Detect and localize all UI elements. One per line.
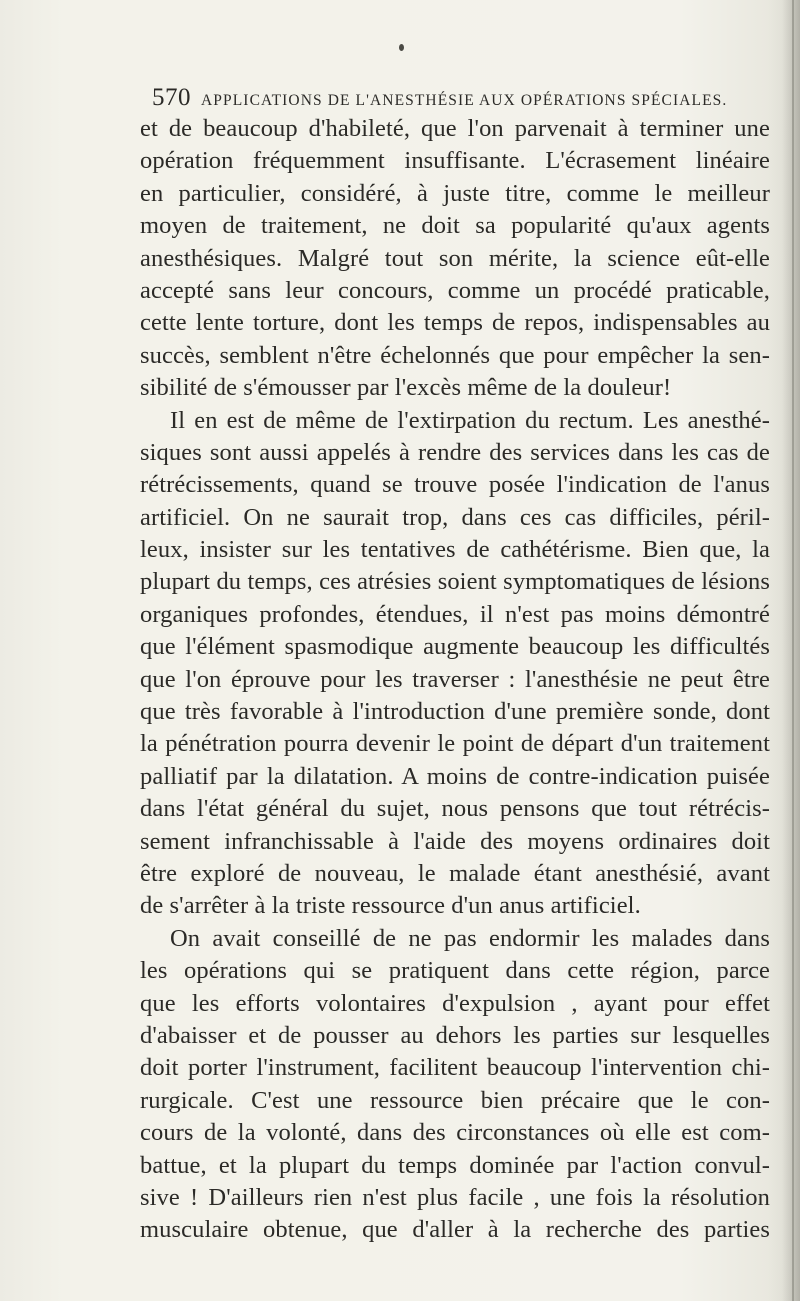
page-number: 570 (152, 84, 191, 111)
text-line: les opérations qui se pratiquent dans cette région, parce (140, 957, 770, 985)
text-line: leux, insister sur les tentatives de cathétérisme. Bien que, la (140, 536, 770, 564)
running-head-title: APPLICATIONS DE L'ANESTHÉSIE AUX OPÉRATIONS SPÉCIALES. (201, 92, 728, 109)
text-line: organiques profondes, étendues, il n'est pas moins démontré (140, 600, 770, 628)
text-line: la pénétration pourra devenir le point de départ d'un traitement (140, 730, 770, 758)
text-line: plupart du temps, ces atrésies soient symptomatiques de lésions (140, 568, 770, 596)
text-line: Il en est de même de l'extirpation du rectum. Les anesthé- (170, 406, 770, 434)
text-line: et de beaucoup d'habileté, que l'on parvenait à terminer une (140, 115, 770, 142)
text-line: sement infranchissable à l'aide des moyens ordinaires doit (140, 827, 770, 855)
running-head (152, 84, 772, 112)
text-line: cours de la volonté, dans des circonstances où elle est com- (140, 1119, 770, 1147)
text-line: On avait conseillé de ne pas endormir les malades dans (170, 924, 770, 952)
text-line: rurgicale. C'est une ressource bien précaire que le con- (140, 1086, 770, 1114)
ink-speck (399, 44, 404, 51)
text-line: que l'élément spasmodique augmente beaucoup les difficultés (140, 633, 770, 661)
text-line: siques sont aussi appelés à rendre des services dans les cas de (140, 438, 770, 466)
text-line: musculaire obtenue, que d'aller à la recherche des parties (140, 1216, 770, 1244)
text-line: accepté sans leur concours, comme un procédé praticable, (140, 276, 770, 304)
page-binding-edge (782, 0, 800, 1301)
text-line: battue, et la plupart du temps dominée par l'action convul- (140, 1151, 770, 1179)
text-line: artificiel. On ne saurait trop, dans ces cas difficiles, péril- (140, 503, 770, 531)
text-line: cette lente torture, dont les temps de repos, indispensables au (140, 309, 770, 337)
text-line: anesthésiques. Malgré tout son mérite, la science eût-elle (140, 244, 770, 272)
text-line: en particulier, considéré, à juste titre, comme le meilleur (140, 179, 770, 207)
text-line: rétrécissements, quand se trouve posée l'indication de l'anus (140, 471, 770, 499)
text-line: d'abaisser et de pousser au dehors les parties sur lesquelles (140, 1021, 770, 1049)
text-line: succès, semblent n'être échelonnés que pour empêcher la sen- (140, 341, 770, 369)
text-line: sibilité de s'émousser par l'excès même de la douleur! (140, 374, 672, 402)
text-line: sive ! D'ailleurs rien n'est plus facile , une fois la résolution (140, 1183, 770, 1211)
text-line: opération fréquemment insuffisante. L'écrasement linéaire (140, 147, 770, 175)
text-line: être exploré de nouveau, le malade étant anesthésié, avant (140, 859, 770, 887)
text-line: que l'on éprouve pour les traverser : l'anesthésie ne peut être (140, 665, 770, 693)
text-line: que les efforts volontaires d'expulsion , ayant pour effet (140, 989, 770, 1017)
text-line: palliatif par la dilatation. A moins de contre-indication puisée (140, 762, 770, 790)
text-line: que très favorable à l'introduction d'une première sonde, dont (140, 698, 770, 726)
text-line: dans l'état général du sujet, nous pensons que tout rétrécis- (140, 795, 770, 823)
text-line: doit porter l'instrument, facilitent beaucoup l'intervention chi- (140, 1054, 770, 1082)
body-text (140, 113, 770, 1247)
text-line: moyen de traitement, ne doit sa popularité qu'aux agents (140, 212, 770, 240)
text-line: de s'arrêter à la triste ressource d'un anus artificiel. (140, 892, 641, 920)
